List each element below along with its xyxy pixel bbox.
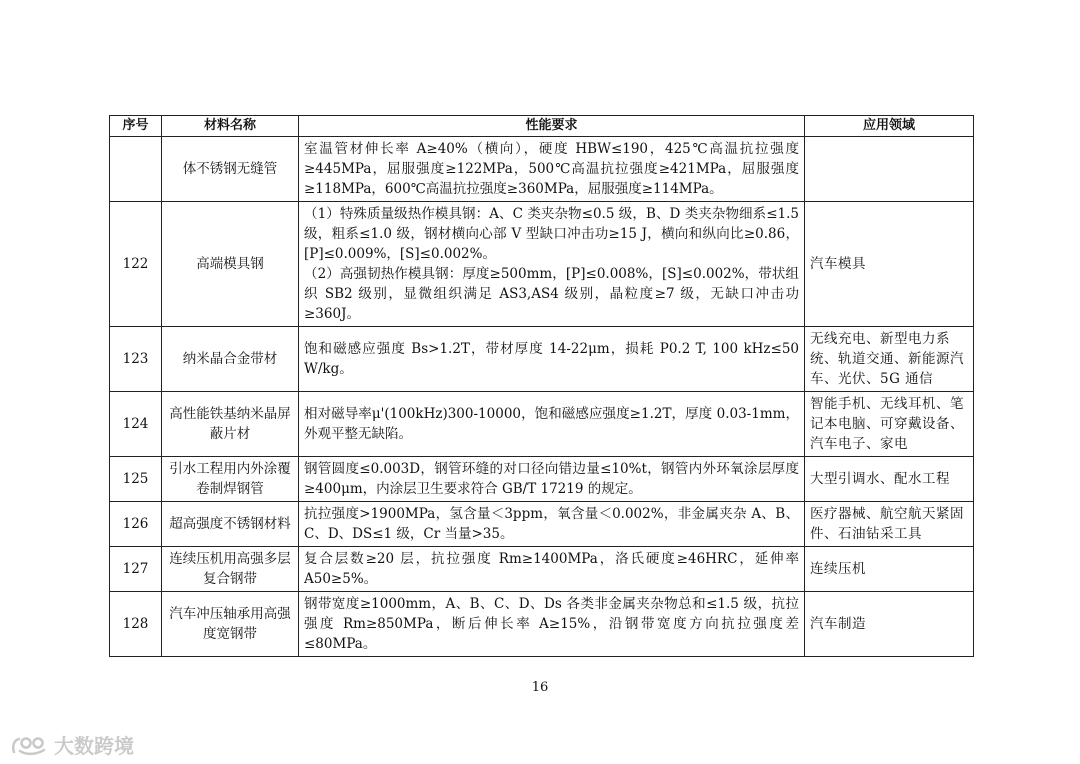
requirement-text: 复合层数≥20 层，抗拉强度 Rm≥1400MPa，洛氏硬度≥46HRC，延伸率 A50≥5%。 (304, 551, 799, 587)
row-requirements (299, 137, 805, 202)
row-material-name: 引水工程用内外涂覆卷制焊钢管 (162, 457, 299, 502)
row-material-name: 汽车冲压轴承用高强度宽钢带 (162, 592, 299, 657)
watermark (10, 730, 134, 759)
row-application: 汽车制造 (805, 592, 974, 657)
row-requirements (299, 592, 805, 657)
row-application: 无线充电、新型电力系统、轨道交通、新能源汽车、光伏、5G 通信 (805, 327, 974, 392)
row-requirements (299, 502, 805, 547)
row-num: 126 (110, 502, 162, 547)
row-material-name: 纳米晶合金带材 (162, 327, 299, 392)
table-row (110, 592, 974, 657)
table-row (110, 202, 974, 327)
row-application: 医疗器械、航空航天紧固件、石油钻采工具 (805, 502, 974, 547)
row-num: 122 (110, 202, 162, 327)
requirement-text: （2）高强韧热作模具钢：厚度≥500mm，[P]≤0.008%，[S]≤0.002%，带状组织 SB2 级别，显微组织满足 AS3,AS4 级别，晶粒度≥7 级，无缺口冲击功≥360J。 (304, 266, 799, 322)
table-row (110, 137, 974, 202)
row-material-name: 高性能铁基纳米晶屏蔽片材 (162, 392, 299, 457)
header-num: 序号 (110, 116, 162, 137)
table-header-row (110, 116, 974, 137)
row-requirements (299, 547, 805, 592)
row-material-name: 超高强度不锈钢材料 (162, 502, 299, 547)
requirement-text: 钢带宽度≥1000mm，A、B、C、D、Ds 各类非金属夹杂物总和≤1.5 级，抗拉强度 Rm≥850MPa，断后伸长率 A≥15%，沿钢带宽度方向抗拉强度差≤80MPa。 (304, 596, 799, 652)
requirement-text: 抗拉强度>1900MPa，氢含量＜3ppm，氧含量＜0.002%，非金属夹杂 A、B、C、D、DS≤1 级，Cr 当量>35。 (304, 506, 799, 542)
row-requirements (299, 327, 805, 392)
row-requirements (299, 392, 805, 457)
row-requirements (299, 202, 805, 327)
watermark-text: 大数跨境 (54, 734, 134, 758)
header-application: 应用领域 (805, 116, 974, 137)
row-num: 127 (110, 547, 162, 592)
table-row (110, 392, 974, 457)
table-row (110, 457, 974, 502)
header-material-name: 材料名称 (162, 116, 299, 137)
requirement-text: 室温管材伸长率 A≥40%（横向），硬度 HBW≤190，425℃高温抗拉强度≥445MPa，屈服强度≥122MPa，500℃高温抗拉强度≥421MPa，屈服强度≥118MPa，600℃高温抗拉强度≥360MPa，屈服强度≥114MPa。 (304, 141, 799, 197)
row-num: 123 (110, 327, 162, 392)
table-row (110, 547, 974, 592)
requirement-text: 相对磁导率μ'(100kHz)300-10000，饱和磁感应强度≥1.2T，厚度 0.03-1mm，外观平整无缺陷。 (304, 406, 799, 442)
requirement-text: （1）特殊质量级热作模具钢：A、C 类夹杂物≤0.5 级，B、D 类夹杂物细系≤1.5 级，粗系≤1.0 级，钢材横向心部 V 型缺口冲击功≥15 J，横向和纵向比≥0.86，[P]≤0.009%，[S]≤0.002%。 (304, 206, 799, 262)
row-application: 连续压机 (805, 547, 974, 592)
row-application: 大型引调水、配水工程 (805, 457, 974, 502)
watermark-logo-icon (10, 734, 50, 756)
materials-spec-table (109, 115, 974, 657)
row-material-name: 体不锈钢无缝管 (162, 137, 299, 202)
header-requirements: 性能要求 (299, 116, 805, 137)
row-num: 124 (110, 392, 162, 457)
table-row (110, 327, 974, 392)
row-application: 汽车模具 (805, 202, 974, 327)
row-num (110, 137, 162, 202)
row-application: 智能手机、无线耳机、笔记本电脑、可穿戴设备、汽车电子、家电 (805, 392, 974, 457)
row-requirements (299, 457, 805, 502)
row-application (805, 137, 974, 202)
row-num: 128 (110, 592, 162, 657)
row-material-name: 连续压机用高强多层复合钢带 (162, 547, 299, 592)
page-number: 16 (531, 680, 549, 695)
row-material-name: 高端模具钢 (162, 202, 299, 327)
table-row (110, 502, 974, 547)
requirement-text: 钢管圆度≤0.003D，钢管环缝的对口径向错边量≤10%t，钢管内外环氧涂层厚度≥400μm，内涂层卫生要求符合 GB/T 17219 的规定。 (304, 461, 799, 497)
requirement-text: 饱和磁感应强度 Bs>1.2T，带材厚度 14-22μm，损耗 P0.2 T, 100 kHz≤50 W/kg。 (304, 341, 799, 377)
row-num: 125 (110, 457, 162, 502)
